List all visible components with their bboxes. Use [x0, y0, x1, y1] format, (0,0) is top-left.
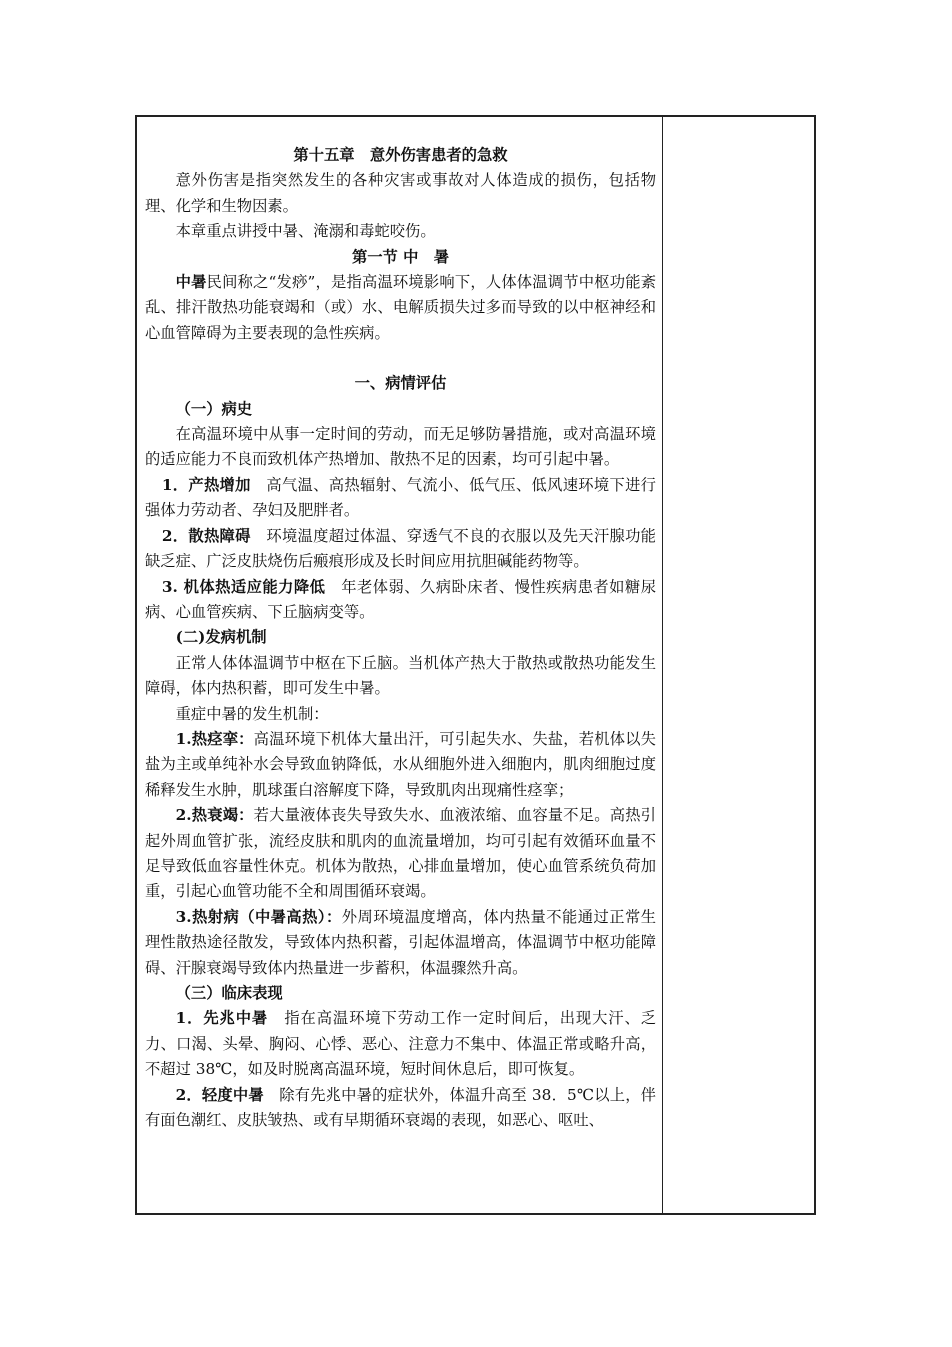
- intro-paragraph-2: 本章重点讲授中暑、淹溺和毒蛇咬伤。: [175, 222, 436, 241]
- clinical-item-text: 除有先兆中暑的症状外，体温升高至 38．5℃以上，伴有面色潮红、皮肤皱热、或有早期循环衰竭的表现，如恶心、呕吐、: [145, 1085, 656, 1130]
- mechanism-severe-intro: 重症中暑的发生机制：: [175, 704, 329, 723]
- mechanism-item-text: 若大量液体丧失导致失水、血液浓缩、血容量不足。高热引起外周血管扩张，流经皮肤和肌肉的血流量增加，均可引起有效循环血量不足导致低血容量性休克。机体为散热，心排血量增加，使心血管系统负荷加重，引起心血管功能不全和周围循环衰竭。: [145, 806, 656, 901]
- history-text: 在高温环境中从事一定时间的劳动，而无足够防暑措施，或对高温环境的适应能力不良而致机体产热增加、散热不足的因素，均可引起中暑。: [145, 425, 656, 469]
- mechanism-item-label: 3.热射病（中暑高热）：: [175, 907, 342, 926]
- mechanism-item-label: 1.热痉挛：: [175, 729, 254, 748]
- history-item: [145, 575, 656, 626]
- clinical-item-label: 2．轻度中暑: [175, 1085, 264, 1104]
- history-item-label: 1．产热增加: [161, 475, 251, 494]
- content-cell: [137, 117, 663, 1213]
- history-heading: （一）病史: [175, 399, 253, 418]
- history-item: [145, 524, 656, 575]
- history-item-text: 高气温、高热辐射、气流小、低气压、低风速环境下进行强体力劳动者、孕妇及肥胖者。: [145, 475, 656, 520]
- mechanism-heading: (二)发病机制: [175, 628, 267, 647]
- history-item-text: 年老体弱、久病卧床者、慢性疾病患者如糖尿病、心血管疾病、下丘脑病变等。: [145, 577, 656, 621]
- definition-text: 民间称之“发痧”，是指高温环境影响下，人体体温调节中枢功能紊乱、排汗散热功能衰竭和（或）水、电解质损失过多而导致的以中枢神经和心血管障碍为主要表现的急性疾病。: [145, 273, 656, 342]
- mechanism-item-text: 外周环境温度增高，体内热量不能通过正常生理性散热途径散发，导致体内热积蓄，引起体温增高，体温调节中枢功能障碍、汗腺衰竭导致体内热量进一步蓄积，体温骤然升高。: [145, 907, 656, 977]
- clinical-item-text: 指在高温环境下劳动工作一定时间后，出现大汗、乏力、口渴、头晕、胸闷、心悸、恶心、注意力不集中、体温正常或略升高，不超过 38℃，如及时脱离高温环境，短时间休息后，即可恢复。: [145, 1009, 656, 1079]
- definition-term: 中暑: [175, 273, 207, 292]
- mechanism-item: [145, 803, 656, 905]
- mechanism-item-text: 高温环境下机体大量出汗，可引起失水、失盐，若机体以失盐为主或单纯补水会导致血钠降低，水从细胞外进入细胞内，肌肉细胞过度稀释发生水肿，肌球蛋白溶解度下降，导致肌肉出现痛性痉挛；: [145, 729, 656, 799]
- chapter-title: 第十五章 意外伤害患者的急救: [293, 146, 508, 164]
- clinical-item: [145, 1083, 656, 1134]
- part-title: 一、病情评估: [354, 374, 447, 393]
- mechanism-item-label: 2.热衰竭：: [175, 806, 254, 825]
- clinical-item: [145, 1006, 656, 1082]
- intro-paragraph-1: 意外伤害是指突然发生的各种灾害或事故对人体造成的损伤，包括物理、化学和生物因素。: [145, 171, 656, 215]
- history-item-label: 3. 机体热适应能力降低: [161, 577, 326, 596]
- clinical-heading: （三）临床表现: [175, 984, 283, 1002]
- blank-line: [145, 346, 656, 371]
- history-item: [145, 473, 656, 524]
- mechanism-item: [145, 905, 656, 981]
- notes-cell: [663, 117, 814, 1213]
- mechanism-item: [145, 727, 656, 803]
- definition-paragraph: [145, 270, 656, 346]
- document-table: [135, 115, 816, 1215]
- clinical-item-label: 1．先兆中暑: [175, 1009, 269, 1028]
- mechanism-text: 正常人体体温调节中枢在下丘脑。当机体产热大于散热或散热功能发生障碍，体内热积蓄，即可发生中暑。: [145, 653, 656, 698]
- section-title: 第一节 中 暑: [351, 247, 450, 266]
- history-item-label: 2．散热障碍: [161, 526, 251, 545]
- history-item-text: 环境温度超过体温、穿透气不良的衣服以及先天汗腺功能缺乏症、广泛皮肤烧伤后瘢痕形成及长时间应用抗胆碱能药物等。: [145, 526, 656, 571]
